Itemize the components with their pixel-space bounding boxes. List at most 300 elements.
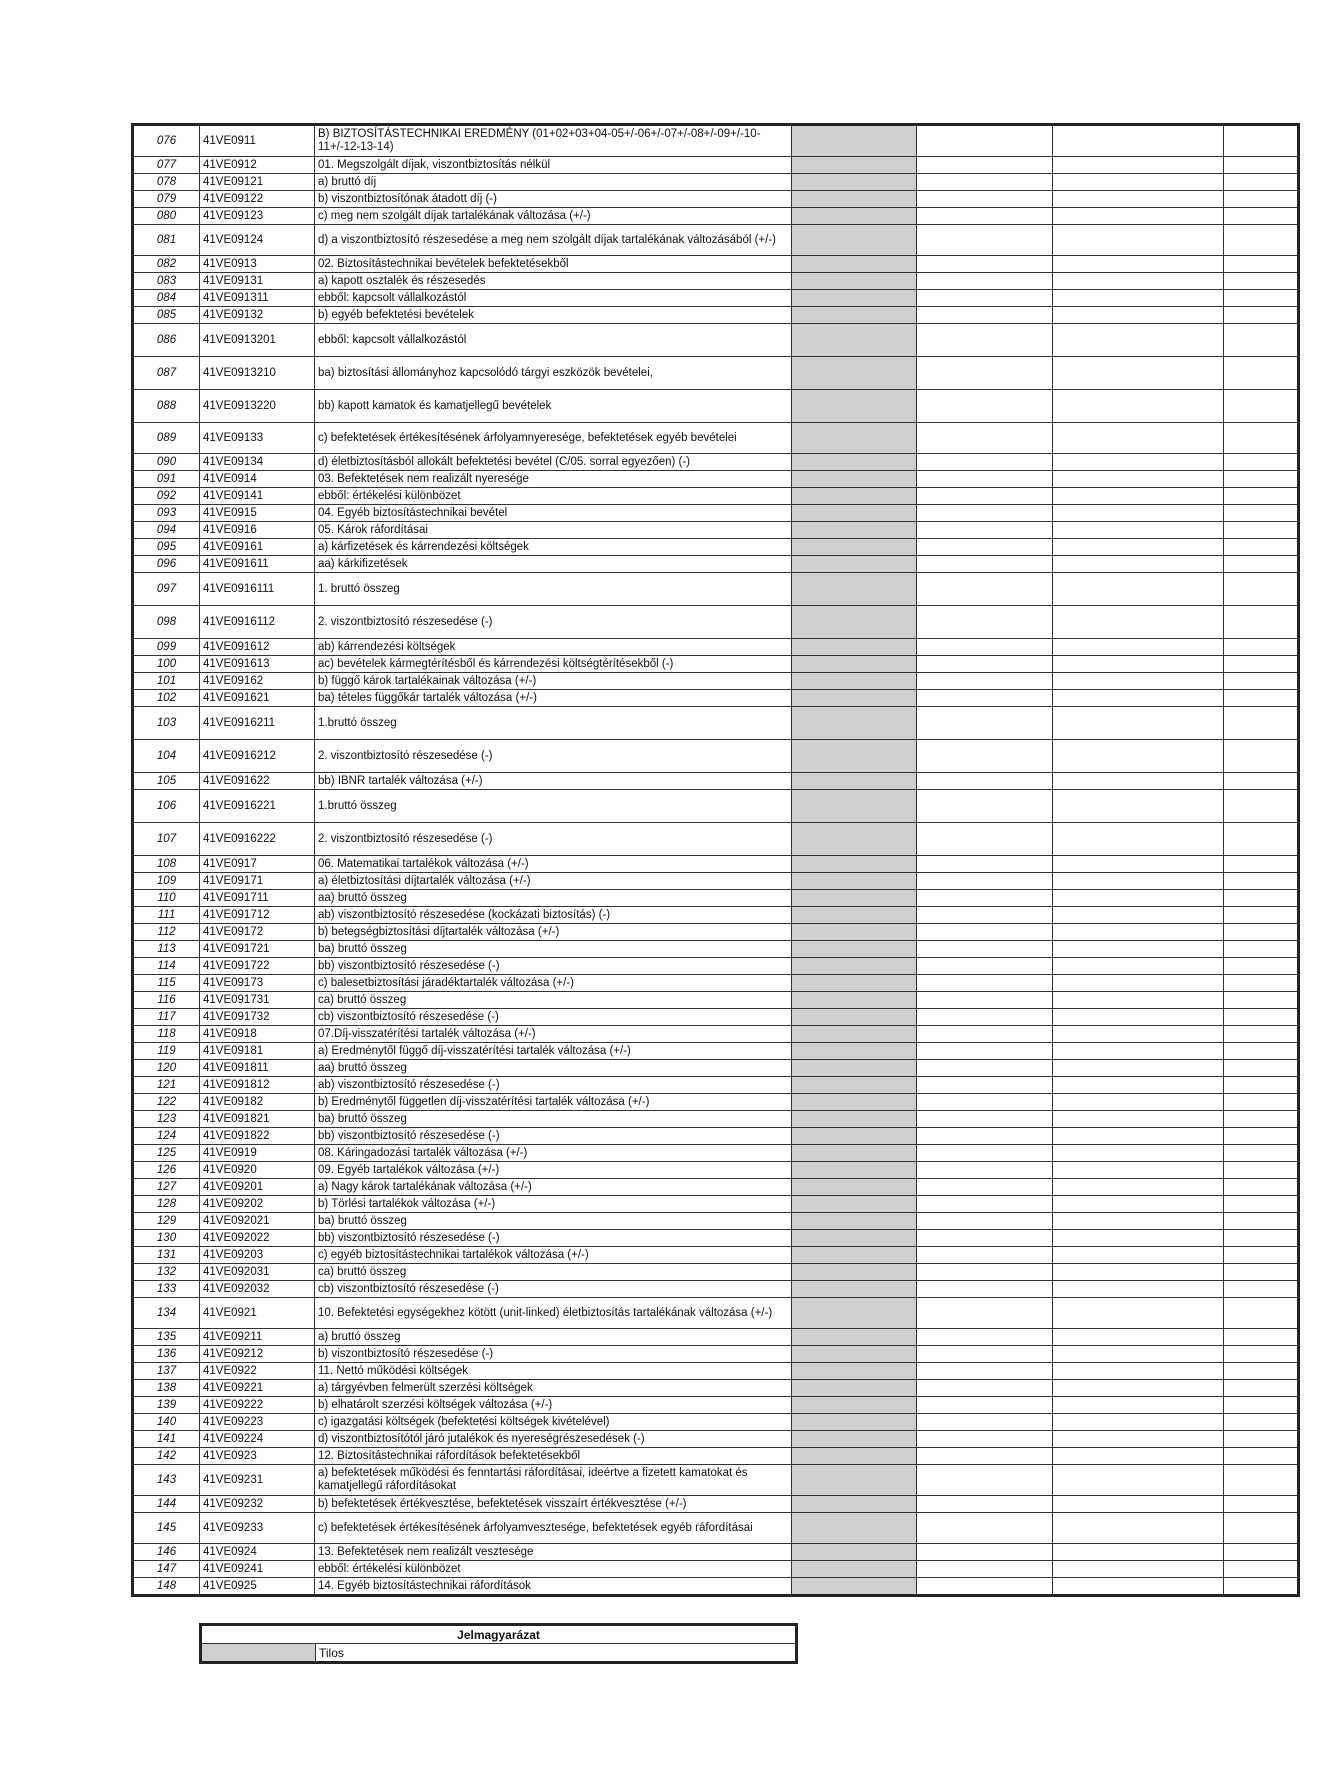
value-cell-2	[1053, 1448, 1224, 1465]
value-cell-1	[917, 1026, 1053, 1043]
value-cell-1	[917, 273, 1053, 290]
value-cell-3	[1224, 790, 1299, 823]
value-cell-3	[1224, 191, 1299, 208]
row-code: 41VE091812	[200, 1077, 315, 1094]
row-description: 06. Matematikai tartalékok változása (+/-)	[315, 856, 792, 873]
value-cell-3	[1224, 390, 1299, 423]
row-code: 41VE091721	[200, 941, 315, 958]
row-description: ab) viszontbiztosító részesedése (kockázati biztosítás) (-)	[315, 907, 792, 924]
value-cell-2	[1053, 1009, 1224, 1026]
value-cell-2	[1053, 907, 1224, 924]
row-description: b) befektetések értékvesztése, befektetések visszaírt értékvesztése (+/-)	[315, 1496, 792, 1513]
forbidden-cell	[792, 1179, 917, 1196]
table-row	[133, 873, 1299, 890]
table-row	[133, 324, 1299, 357]
value-cell-3	[1224, 856, 1299, 873]
value-cell-3	[1224, 1060, 1299, 1077]
value-cell-1	[917, 290, 1053, 307]
value-cell-2	[1053, 1544, 1224, 1561]
row-number: 083	[133, 273, 200, 290]
forbidden-cell	[792, 1346, 917, 1363]
value-cell-3	[1224, 505, 1299, 522]
row-description: 07.Díj-visszatérítési tartalék változása (+/-)	[315, 1026, 792, 1043]
row-number: 106	[133, 790, 200, 823]
value-cell-3	[1224, 307, 1299, 324]
row-code: 41VE0912	[200, 157, 315, 174]
value-cell-1	[917, 191, 1053, 208]
value-cell-1	[917, 1247, 1053, 1264]
value-cell-3	[1224, 1094, 1299, 1111]
forbidden-cell	[792, 1162, 917, 1179]
value-cell-3	[1224, 958, 1299, 975]
value-cell-2	[1053, 488, 1224, 505]
row-code: 41VE0913201	[200, 324, 315, 357]
value-cell-3	[1224, 1196, 1299, 1213]
row-description: ebből: kapcsolt vállalkozástól	[315, 324, 792, 357]
row-description: ba) biztosítási állományhoz kapcsolódó tárgyi eszközök bevételei,	[315, 357, 792, 390]
value-cell-3	[1224, 656, 1299, 673]
value-cell-2	[1053, 556, 1224, 573]
table-row	[133, 975, 1299, 992]
row-code: 41VE0911	[200, 125, 315, 157]
value-cell-3	[1224, 471, 1299, 488]
row-description: 08. Káringadozási tartalék változása (+/-)	[315, 1145, 792, 1162]
row-number: 091	[133, 471, 200, 488]
table-row	[133, 191, 1299, 208]
table-row	[133, 924, 1299, 941]
value-cell-2	[1053, 191, 1224, 208]
forbidden-cell	[792, 1431, 917, 1448]
row-number: 097	[133, 573, 200, 606]
forbidden-cell	[792, 941, 917, 958]
row-code: 41VE09232	[200, 1496, 315, 1513]
row-description: 1.bruttó összeg	[315, 790, 792, 823]
value-cell-2	[1053, 1043, 1224, 1060]
row-description: ebből: értékelési különbözet	[315, 488, 792, 505]
value-cell-3	[1224, 488, 1299, 505]
row-code: 41VE0916111	[200, 573, 315, 606]
row-number: 085	[133, 307, 200, 324]
value-cell-1	[917, 873, 1053, 890]
forbidden-cell	[792, 556, 917, 573]
row-code: 41VE091711	[200, 890, 315, 907]
forbidden-cell	[792, 1561, 917, 1578]
row-description: 11. Nettó működési költségek	[315, 1363, 792, 1380]
value-cell-1	[917, 522, 1053, 539]
value-cell-2	[1053, 924, 1224, 941]
row-number: 123	[133, 1111, 200, 1128]
value-cell-1	[917, 1346, 1053, 1363]
row-description: 12. Biztosítástechnikai ráfordítások befektetésekből	[315, 1448, 792, 1465]
table-row	[133, 1561, 1299, 1578]
row-description: 01. Megszolgált díjak, viszontbiztosítás nélkül	[315, 157, 792, 174]
row-code: 41VE0920	[200, 1162, 315, 1179]
row-number: 090	[133, 454, 200, 471]
row-description: c) befektetések értékesítésének árfolyamvesztesége, befektetések egyéb ráfordításai	[315, 1513, 792, 1544]
value-cell-2	[1053, 290, 1224, 307]
row-code: 41VE0919	[200, 1145, 315, 1162]
row-description: a) kapott osztalék és részesedés	[315, 273, 792, 290]
row-description: ac) bevételek kármegtérítésből és kárrendezési költségtérítésekből (-)	[315, 656, 792, 673]
value-cell-2	[1053, 1094, 1224, 1111]
table-row	[133, 273, 1299, 290]
forbidden-cell	[792, 1513, 917, 1544]
forbidden-cell	[792, 1247, 917, 1264]
value-cell-2	[1053, 307, 1224, 324]
value-cell-3	[1224, 992, 1299, 1009]
value-cell-2	[1053, 1298, 1224, 1329]
legend-table	[199, 1623, 798, 1664]
table-row	[133, 1329, 1299, 1346]
row-description: c) befektetések értékesítésének árfolyamnyeresége, befektetések egyéb bevételei	[315, 423, 792, 454]
value-cell-3	[1224, 1329, 1299, 1346]
value-cell-3	[1224, 1496, 1299, 1513]
row-code: 41VE091621	[200, 690, 315, 707]
forbidden-cell	[792, 773, 917, 790]
value-cell-1	[917, 790, 1053, 823]
row-code: 41VE09134	[200, 454, 315, 471]
row-description: ba) tételes függőkár tartalék változása (+/-)	[315, 690, 792, 707]
row-code: 41VE09162	[200, 673, 315, 690]
forbidden-cell	[792, 225, 917, 256]
row-number: 084	[133, 290, 200, 307]
value-cell-1	[917, 992, 1053, 1009]
row-code: 41VE09171	[200, 873, 315, 890]
forbidden-cell	[792, 690, 917, 707]
row-description: b) betegségbiztosítási díjtartalék változása (+/-)	[315, 924, 792, 941]
row-number: 116	[133, 992, 200, 1009]
row-code: 41VE091822	[200, 1128, 315, 1145]
value-cell-2	[1053, 773, 1224, 790]
table-row	[133, 890, 1299, 907]
forbidden-cell	[792, 488, 917, 505]
row-number: 132	[133, 1264, 200, 1281]
row-number: 109	[133, 873, 200, 890]
table-row	[133, 256, 1299, 273]
forbidden-cell	[792, 1230, 917, 1247]
table-row	[133, 125, 1299, 157]
forbidden-cell	[792, 1026, 917, 1043]
row-number: 131	[133, 1247, 200, 1264]
row-code: 41VE09141	[200, 488, 315, 505]
row-code: 41VE091311	[200, 290, 315, 307]
forbidden-cell	[792, 1281, 917, 1298]
row-code: 41VE09182	[200, 1094, 315, 1111]
value-cell-3	[1224, 707, 1299, 740]
value-cell-3	[1224, 225, 1299, 256]
forbidden-cell	[792, 1145, 917, 1162]
value-cell-3	[1224, 256, 1299, 273]
value-cell-1	[917, 1431, 1053, 1448]
row-code: 41VE091712	[200, 907, 315, 924]
forbidden-cell	[792, 1264, 917, 1281]
forbidden-cell	[792, 890, 917, 907]
forbidden-cell	[792, 1009, 917, 1026]
row-description: b) egyéb befektetési bevételek	[315, 307, 792, 324]
row-code: 41VE09133	[200, 423, 315, 454]
value-cell-2	[1053, 673, 1224, 690]
value-cell-1	[917, 1380, 1053, 1397]
forbidden-cell	[792, 1196, 917, 1213]
row-number: 101	[133, 673, 200, 690]
value-cell-3	[1224, 1561, 1299, 1578]
row-description: b) Eredménytől független díj-visszatérítési tartalék változása (+/-)	[315, 1094, 792, 1111]
forbidden-cell	[792, 639, 917, 656]
row-description: ab) viszontbiztosító részesedése (-)	[315, 1077, 792, 1094]
value-cell-3	[1224, 125, 1299, 157]
value-cell-2	[1053, 324, 1224, 357]
row-number: 095	[133, 539, 200, 556]
row-code: 41VE09173	[200, 975, 315, 992]
value-cell-2	[1053, 1111, 1224, 1128]
forbidden-cell	[792, 1380, 917, 1397]
value-cell-1	[917, 225, 1053, 256]
value-cell-3	[1224, 1162, 1299, 1179]
row-number: 124	[133, 1128, 200, 1145]
value-cell-1	[917, 1561, 1053, 1578]
row-number: 122	[133, 1094, 200, 1111]
value-cell-1	[917, 1298, 1053, 1329]
value-cell-1	[917, 639, 1053, 656]
value-cell-1	[917, 1094, 1053, 1111]
row-number: 128	[133, 1196, 200, 1213]
value-cell-3	[1224, 1111, 1299, 1128]
row-code: 41VE0916112	[200, 606, 315, 639]
value-cell-3	[1224, 1247, 1299, 1264]
row-code: 41VE091811	[200, 1060, 315, 1077]
row-number: 078	[133, 174, 200, 191]
value-cell-3	[1224, 1077, 1299, 1094]
value-cell-3	[1224, 1346, 1299, 1363]
value-cell-3	[1224, 1026, 1299, 1043]
table-row	[133, 1094, 1299, 1111]
table-row	[133, 790, 1299, 823]
row-description: a) kárfizetések és kárrendezési költségek	[315, 539, 792, 556]
forbidden-cell	[792, 740, 917, 773]
value-cell-2	[1053, 656, 1224, 673]
value-cell-1	[917, 907, 1053, 924]
value-cell-1	[917, 1230, 1053, 1247]
row-description: 09. Egyéb tartalékok változása (+/-)	[315, 1162, 792, 1179]
value-cell-2	[1053, 454, 1224, 471]
report-table	[131, 123, 1300, 1597]
table-row	[133, 907, 1299, 924]
row-code: 41VE09132	[200, 307, 315, 324]
row-code: 41VE09202	[200, 1196, 315, 1213]
row-description: ca) bruttó összeg	[315, 1264, 792, 1281]
row-code: 41VE09223	[200, 1414, 315, 1431]
value-cell-2	[1053, 890, 1224, 907]
value-cell-1	[917, 1128, 1053, 1145]
value-cell-1	[917, 454, 1053, 471]
value-cell-1	[917, 1397, 1053, 1414]
row-number: 136	[133, 1346, 200, 1363]
value-cell-3	[1224, 290, 1299, 307]
table-row	[133, 1281, 1299, 1298]
value-cell-2	[1053, 958, 1224, 975]
value-cell-2	[1053, 1465, 1224, 1496]
value-cell-2	[1053, 1414, 1224, 1431]
value-cell-1	[917, 890, 1053, 907]
row-code: 41VE09203	[200, 1247, 315, 1264]
value-cell-2	[1053, 357, 1224, 390]
forbidden-cell	[792, 1329, 917, 1346]
forbidden-cell	[792, 505, 917, 522]
value-cell-3	[1224, 941, 1299, 958]
value-cell-3	[1224, 907, 1299, 924]
row-description: d) életbiztosításból allokált befektetési bevétel (C/05. sorral egyezően) (-)	[315, 454, 792, 471]
row-description: a) bruttó összeg	[315, 1329, 792, 1346]
forbidden-cell	[792, 256, 917, 273]
row-number: 114	[133, 958, 200, 975]
value-cell-1	[917, 125, 1053, 157]
row-number: 111	[133, 907, 200, 924]
row-description: c) balesetbiztosítási járadéktartalék változása (+/-)	[315, 975, 792, 992]
table-row	[133, 1043, 1299, 1060]
value-cell-2	[1053, 505, 1224, 522]
row-description: 1. bruttó összeg	[315, 573, 792, 606]
row-code: 41VE091732	[200, 1009, 315, 1026]
forbidden-cell	[792, 307, 917, 324]
value-cell-2	[1053, 823, 1224, 856]
value-cell-1	[917, 1009, 1053, 1026]
forbidden-cell	[792, 1128, 917, 1145]
value-cell-1	[917, 157, 1053, 174]
value-cell-1	[917, 1043, 1053, 1060]
value-cell-3	[1224, 1465, 1299, 1496]
row-number: 080	[133, 208, 200, 225]
row-number: 099	[133, 639, 200, 656]
value-cell-3	[1224, 423, 1299, 454]
value-cell-3	[1224, 357, 1299, 390]
row-description: bb) IBNR tartalék változása (+/-)	[315, 773, 792, 790]
value-cell-2	[1053, 573, 1224, 606]
table-row	[133, 1496, 1299, 1513]
value-cell-1	[917, 1179, 1053, 1196]
value-cell-1	[917, 307, 1053, 324]
row-description: b) függő károk tartalékainak változása (+/-)	[315, 673, 792, 690]
value-cell-2	[1053, 1363, 1224, 1380]
row-code: 41VE09161	[200, 539, 315, 556]
row-description: 13. Befektetések nem realizált vesztesége	[315, 1544, 792, 1561]
forbidden-cell	[792, 1578, 917, 1596]
value-cell-2	[1053, 1513, 1224, 1544]
row-number: 125	[133, 1145, 200, 1162]
row-code: 41VE091821	[200, 1111, 315, 1128]
row-code: 41VE0921	[200, 1298, 315, 1329]
row-number: 082	[133, 256, 200, 273]
table-row	[133, 390, 1299, 423]
value-cell-3	[1224, 924, 1299, 941]
value-cell-3	[1224, 556, 1299, 573]
row-description: a) tárgyévben felmerült szerzési költségek	[315, 1380, 792, 1397]
table-row	[133, 740, 1299, 773]
value-cell-2	[1053, 1346, 1224, 1363]
value-cell-2	[1053, 856, 1224, 873]
table-row	[133, 1578, 1299, 1596]
value-cell-1	[917, 539, 1053, 556]
row-code: 41VE09211	[200, 1329, 315, 1346]
row-number: 115	[133, 975, 200, 992]
value-cell-1	[917, 556, 1053, 573]
row-description: bb) viszontbiztosító részesedése (-)	[315, 1128, 792, 1145]
table-row	[133, 1380, 1299, 1397]
row-code: 41VE09122	[200, 191, 315, 208]
row-number: 094	[133, 522, 200, 539]
value-cell-1	[917, 1544, 1053, 1561]
row-number: 146	[133, 1544, 200, 1561]
table-body	[133, 125, 1299, 1596]
table-row	[133, 290, 1299, 307]
row-code: 41VE09212	[200, 1346, 315, 1363]
row-code: 41VE09201	[200, 1179, 315, 1196]
row-description: aa) bruttó összeg	[315, 1060, 792, 1077]
row-number: 147	[133, 1561, 200, 1578]
table-row	[133, 958, 1299, 975]
table-row	[133, 1213, 1299, 1230]
value-cell-2	[1053, 1496, 1224, 1513]
row-number: 144	[133, 1496, 200, 1513]
table-row	[133, 856, 1299, 873]
row-number: 135	[133, 1329, 200, 1346]
value-cell-2	[1053, 1397, 1224, 1414]
table-row	[133, 1397, 1299, 1414]
value-cell-3	[1224, 1179, 1299, 1196]
table-row	[133, 1162, 1299, 1179]
value-cell-1	[917, 1196, 1053, 1213]
value-cell-1	[917, 1363, 1053, 1380]
row-code: 41VE092021	[200, 1213, 315, 1230]
row-code: 41VE0925	[200, 1578, 315, 1596]
forbidden-cell	[792, 873, 917, 890]
value-cell-2	[1053, 1196, 1224, 1213]
value-cell-1	[917, 1264, 1053, 1281]
row-code: 41VE092031	[200, 1264, 315, 1281]
row-description: b) elhatárolt szerzési költségek változása (+/-)	[315, 1397, 792, 1414]
row-code: 41VE0916221	[200, 790, 315, 823]
value-cell-3	[1224, 873, 1299, 890]
forbidden-cell	[792, 1094, 917, 1111]
row-number: 096	[133, 556, 200, 573]
value-cell-1	[917, 1414, 1053, 1431]
row-code: 41VE09221	[200, 1380, 315, 1397]
table-row	[133, 225, 1299, 256]
row-number: 117	[133, 1009, 200, 1026]
row-number: 120	[133, 1060, 200, 1077]
table-row	[133, 1247, 1299, 1264]
value-cell-1	[917, 174, 1053, 191]
value-cell-3	[1224, 324, 1299, 357]
forbidden-cell	[792, 1213, 917, 1230]
value-cell-1	[917, 324, 1053, 357]
row-code: 41VE09233	[200, 1513, 315, 1544]
row-description: 03. Befektetések nem realizált nyeresége	[315, 471, 792, 488]
row-number: 086	[133, 324, 200, 357]
value-cell-1	[917, 1281, 1053, 1298]
row-description: ba) bruttó összeg	[315, 1213, 792, 1230]
row-number: 098	[133, 606, 200, 639]
row-description: a) befektetések működési és fenntartási ráfordításai, ideértve a fizetett kamatokat és kamatjellegű ráfordításokat	[315, 1465, 792, 1496]
row-description: a) életbiztosítási díjtartalék változása (+/-)	[315, 873, 792, 890]
value-cell-2	[1053, 1561, 1224, 1578]
row-code: 41VE09123	[200, 208, 315, 225]
row-description: B) BIZTOSÍTÁSTECHNIKAI EREDMÉNY (01+02+03+04-05+/-06+/-07+/-08+/-09+/-10-11+/-12-13-14)	[315, 125, 792, 157]
row-number: 134	[133, 1298, 200, 1329]
value-cell-2	[1053, 539, 1224, 556]
value-cell-3	[1224, 1431, 1299, 1448]
table-row	[133, 941, 1299, 958]
row-number: 089	[133, 423, 200, 454]
